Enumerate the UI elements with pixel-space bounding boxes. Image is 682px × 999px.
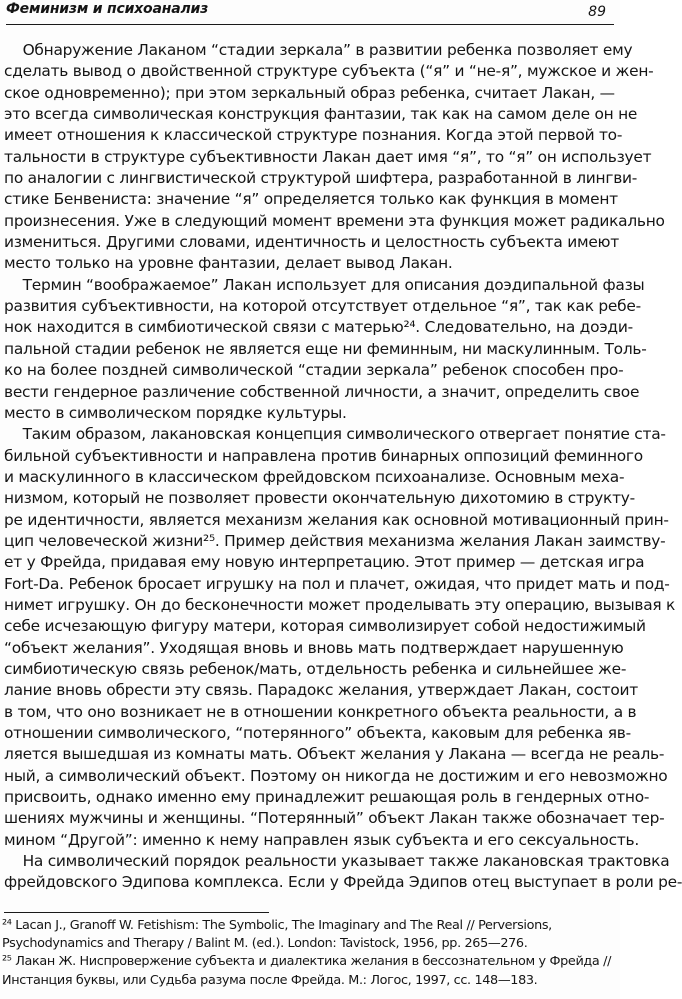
footnotes — [2, 917, 616, 990]
text-line: цип человеческой жизни²⁵. Пример действия механизма желания Лакан заимству- — [4, 531, 666, 550]
text-line: произнесения. Уже в следующий момент времени эта функция может радикально — [4, 211, 665, 230]
text-line: фрейдовского Эдипова комплекса. Если у Фрейда Эдипов отец выступает в роли ре- — [4, 873, 682, 892]
footnote-line: Инстанция буквы, или Судьба разума после Фрейда. М.: Логос, 1997, сс. 148—183. — [2, 972, 538, 988]
running-header — [6, 0, 614, 25]
text-line: нимет игрушку. Он до бесконечности может проделывать эту операцию, вызывая к — [4, 595, 676, 614]
body-text — [4, 40, 682, 894]
text-line: вести гендерное различение собственной личности, а значит, определить свое — [4, 382, 640, 401]
text-line: ское одновременно); при этом зеркальный образ ребенка, считает Лакан, — — [4, 83, 615, 102]
text-line: ет у Фрейда, придавая ему новую интерпретацию. Этот пример — детская игра — [4, 553, 645, 572]
text-line: пальной стадии ребенок не является еще ни феминным, ни маскулинным. Толь- — [4, 339, 647, 358]
text-line: себе исчезающую фигуру матери, которая символизирует собой недостижимый — [4, 617, 646, 636]
running-title: Феминизм и психоанализ — [6, 1, 209, 17]
footnote-line: ²⁵ Лакан Ж. Ниспровержение субъекта и диалектика желания в бессознательном у Фрейда // — [2, 954, 612, 970]
text-line: ре идентичности, является механизм желания как основной мотивационный прин- — [4, 510, 669, 529]
text-line: бильной субъективности и направлена против бинарных оппозиций феминного — [4, 446, 643, 465]
text-line: развития субъективности, на которой отсутствует отдельное “я”, так как ребе- — [4, 297, 641, 316]
page-number: 89 — [588, 4, 606, 20]
text-line: нок находится в симбиотической связи с матерью²⁴. Следовательно, на доэди- — [4, 318, 633, 337]
text-line: стике Бенвениста: значение “я” определяется только как функция в момент — [4, 190, 618, 209]
footnote-separator — [4, 912, 269, 913]
text-line: мином “Другой”: именно к нему направлен язык субъекта и его сексуальность. — [4, 830, 639, 849]
text-line: тальности в структуре субъективности Лакан дает имя “я”, то “я” он использует — [4, 147, 652, 166]
text-line: в том, что оно возникает не в отношении конкретного объекта реальности, а в — [4, 702, 637, 721]
footnote-line: Psychodynamics and Therapy / Balint M. (ed.). London: Tavistock, 1956, pp. 265—276. — [2, 936, 528, 952]
text-line: это всегда символическая конструкция фантазии, так как на самом деле он не — [4, 105, 638, 124]
text-line: симбиотическую связь ребенок/мать, отдельность ребенка и сильнейшее же- — [4, 659, 627, 678]
text-line: место только на уровне фантазии, делает вывод Лакан. — [4, 254, 453, 273]
text-line: Fort-Da. Ребенок бросает игрушку на пол и плачет, ожидая, что придет мать и под- — [4, 574, 670, 593]
text-line: лание вновь обрести эту связь. Парадокс желания, утверждает Лакан, состоит — [4, 681, 639, 700]
text-line: присвоить, однако именно ему принадлежит решающая роль в гендерных отно- — [4, 788, 650, 807]
text-line: отношении символического, “потерянного” объекта, каковым для ребенка яв- — [4, 724, 631, 742]
text-line: Таким образом, лакановская концепция символического отвергает понятие ста- — [4, 425, 666, 444]
text-line: по аналогии с лингвистической структурой шифтера, разработанной в лингви- — [4, 169, 638, 188]
text-line: Термин “воображаемое” Лакан использует для описания доэдипальной фазы — [4, 275, 645, 294]
text-line: шениях мужчины и женщины. “Потерянный” объект Лакан также обозначает тер- — [4, 809, 665, 828]
text-line: и маскулинного в классическом фрейдовском психоанализе. Основным меха- — [4, 467, 625, 486]
text-line: место в символическом порядке культуры. — [4, 403, 347, 422]
text-line: ляется вышедшая из комнаты мать. Объект желания у Лакана — всегда не реаль- — [4, 745, 665, 764]
footnote-line: ²⁴ Lacan J., Granoff W. Fetishism: The Symbolic, The Imaginary and The Real // Perversions, — [2, 918, 552, 933]
text-line: измениться. Другими словами, идентичность и целостность субъекта имеют — [4, 233, 619, 252]
text-line: На символический порядок реальности указывает также лакановская трактовка — [4, 852, 670, 871]
text-line: ный, а символический объект. Поэтому он никогда не достижим и его невозможно — [4, 766, 668, 785]
text-line: ко на более поздней символической “стадии зеркала” ребенок способен про- — [4, 361, 624, 380]
text-line: имеет отношения к классической структуре познания. Когда этой первой то- — [4, 126, 623, 145]
text-line: Обнаружение Лаканом “стадии зеркала” в развитии ребенка позволяет ему — [4, 41, 633, 59]
text-line: сделать вывод о двойственной структуре субъекта (“я” и “не-я”, мужское и жен- — [4, 62, 654, 81]
text-line: низмом, который не позволяет провести окончательную дихотомию в структу- — [4, 489, 635, 508]
text-line: “объект желания”. Уходящая вновь и вновь мать подтверждает нарушенную — [4, 638, 624, 657]
